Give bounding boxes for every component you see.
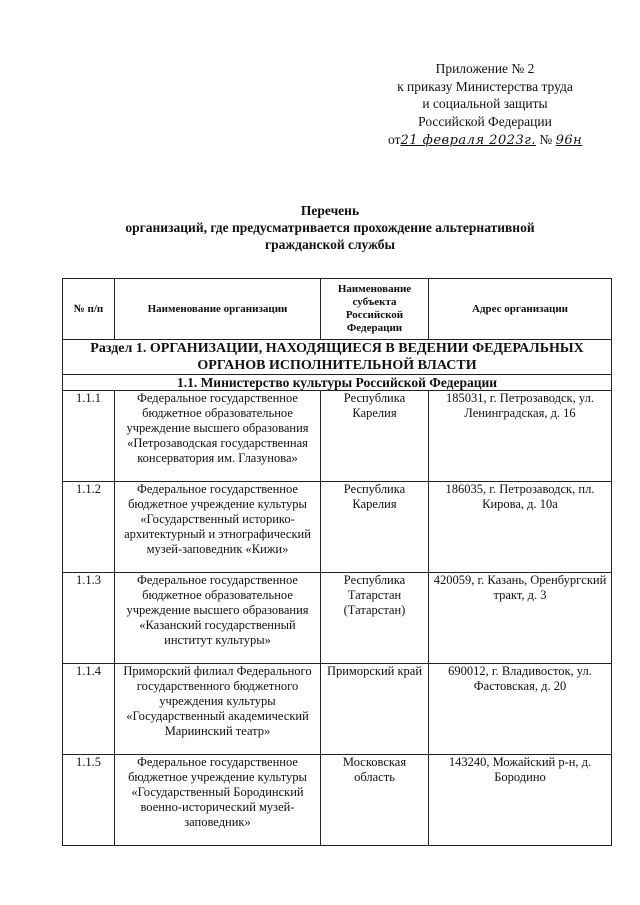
header-name: Наименование организации <box>115 279 321 340</box>
section-title: Раздел 1. ОРГАНИЗАЦИИ, НАХОДЯЩИЕСЯ В ВЕДЕНИИ ФЕДЕРАЛЬНЫХ ОРГАНОВ ИСПОЛНИТЕЛЬНОЙ ВЛАСТИ <box>63 340 612 375</box>
row-address: 420059, г. Казань, Оренбургский тракт, д. 3 <box>429 573 612 664</box>
row-num: 1.1.3 <box>63 573 115 664</box>
header-subject: Наименование субъекта Российской Федерации <box>321 279 429 340</box>
row-address: 186035, г. Петрозаводск, пл. Кирова, д. 10а <box>429 482 612 573</box>
handwritten-date: 21 февраля 2023г. <box>400 133 536 148</box>
row-org-name: Федеральное государственное бюджетное учреждение культуры «Государственный Бородинский военно-исторический музей-заповедник» <box>115 755 321 846</box>
row-address: 143240, Можайский р-н, д. Бородино <box>429 755 612 846</box>
row-address: 185031, г. Петрозаводск, ул. Ленинградская, д. 16 <box>429 391 612 482</box>
row-num: 1.1.2 <box>63 482 115 573</box>
handwritten-order-number: 96н <box>555 133 583 148</box>
appendix-block <box>370 60 600 150</box>
number-label: № <box>539 132 553 147</box>
from-label: от <box>388 132 401 147</box>
row-num: 1.1.1 <box>63 391 115 482</box>
row-subject: Приморский край <box>321 664 429 755</box>
table-row <box>63 664 612 755</box>
row-org-name: Федеральное государственное бюджетное образовательное учреждение высшего образования «Петрозаводская государственная консерватория им. Глазунова» <box>115 391 321 482</box>
row-subject: Республика Карелия <box>321 391 429 482</box>
row-subject: Республика Карелия <box>321 482 429 573</box>
row-subject: Московская область <box>321 755 429 846</box>
document-subtitle-line2: гражданской службы <box>264 237 396 252</box>
table-row <box>63 391 612 482</box>
row-num: 1.1.4 <box>63 664 115 755</box>
table-row <box>63 755 612 846</box>
subsection-title: 1.1. Министерство культуры Российской Федерации <box>63 375 612 391</box>
table-row <box>63 573 612 664</box>
row-org-name: Федеральное государственное бюджетное образовательное учреждение высшего образования «Казанский государственный институт культуры» <box>115 573 321 664</box>
header-num: № п/п <box>63 279 115 340</box>
row-org-name: Приморский филиал Федерального государственного бюджетного учреждения культуры «Государственный академический Мариинский театр» <box>115 664 321 755</box>
appendix-order-line: к приказу Министерства труда <box>397 78 573 94</box>
document-title: Перечень <box>300 203 360 218</box>
document-subtitle-line1: организаций, где предусматривается прохождение альтернативной <box>125 220 535 235</box>
appendix-number: Приложение № 2 <box>435 61 535 76</box>
row-num: 1.1.5 <box>63 755 115 846</box>
header-address: Адрес организации <box>429 279 612 340</box>
subsection-row <box>63 375 612 391</box>
organizations-table <box>62 278 612 846</box>
row-subject: Республика Татарстан (Татарстан) <box>321 573 429 664</box>
table-header-row <box>63 279 612 340</box>
table-row <box>63 482 612 573</box>
row-org-name: Федеральное государственное бюджетное учреждение культуры «Государственный историко-архитектурный и этнографический музей-заповедник «Кижи» <box>115 482 321 573</box>
row-address: 690012, г. Владивосток, ул. Фастовская, д. 20 <box>429 664 612 755</box>
appendix-ministry-line: и социальной защиты <box>422 96 548 111</box>
section-row <box>63 340 612 375</box>
appendix-federation-line: Российской Федерации <box>418 113 552 129</box>
order-date-number-line <box>370 131 600 150</box>
